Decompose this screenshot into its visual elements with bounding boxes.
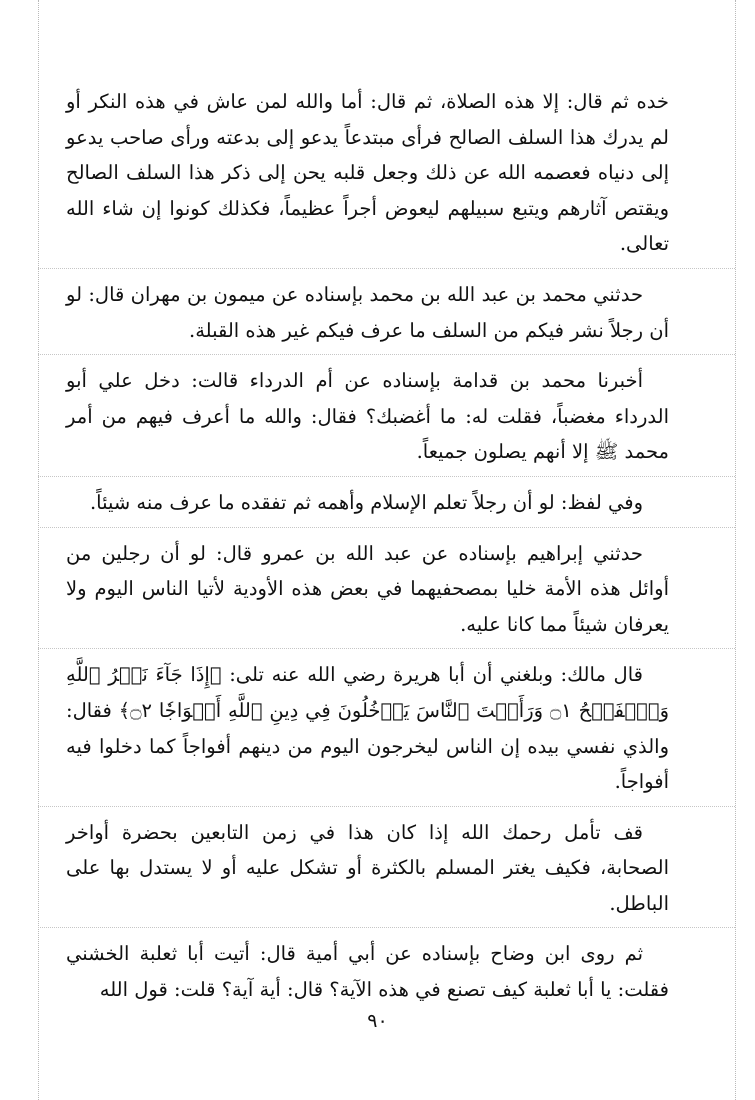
paragraph-5: حدثني إبراهيم بإسناده عن عبد الله بن عمرو قال: لو أن رجلين من أوائل هذه الأمة خليا بمصحفيهما في بعض هذه الأودية لأتيا الناس اليوم ولا يعرفان شيئاً مما كانا عليه. <box>66 536 669 643</box>
paragraph-4: وفي لفظ: لو أن رجلاً تعلم الإسلام وأهمه ثم تفقده ما عرف منه شيئاً. <box>66 485 669 521</box>
right-margin-guide <box>735 0 736 1100</box>
paragraph-1: خده ثم قال: إلا هذه الصلاة، ثم قال: أما والله لمن عاش في هذه النكر أو لم يدرك هذا السلف الصالح فرأى مبتدعاً يدعو إلى بدعته ورأى صاحب يدعو إلى دنياه فعصمه الله عن ذلك وجعل قلبه يحن إلى ذكر هذا السلف الصالح ويقتص آثارهم ويتبع سبيلهم ليعوض أجراً عظيماً، فكذلك كونوا إن شاء الله تعالى. <box>66 90 669 256</box>
paragraph-3: أخبرنا محمد بن قدامة بإسناده عن أم الدرداء قالت: دخل علي أبو الدرداء مغضباً، فقلت له: ما أغضبك؟ فقال: والله ما أعرف فيهم من أمر محمد ﷺ إلا أنهم يصلون جميعاً. <box>66 363 669 470</box>
paragraph-8: ثم روى ابن وضاح بإسناده عن أبي أمية قال: أتيت أبا ثعلبة الخشني فقلت: يا أبا ثعلبة كيف تصنع في هذه الآية؟ قال: أية آية؟ قلت: قول الله <box>66 936 669 1007</box>
paragraph-7: قف تأمل رحمك الله إذا كان هذا في زمن التابعين بحضرة أواخر الصحابة، فكيف يغتر المسلم بالكثرة أو تشكل عليه أو لا يستدل بها على الباطل. <box>66 815 669 922</box>
left-margin-guide <box>38 0 39 1100</box>
paragraph-2: حدثني محمد بن عبد الله بن محمد بإسناده عن ميمون بن مهران قال: لو أن رجلاً نشر فيكم من السلف ما عرف فيكم غير هذه القبلة. <box>66 277 669 348</box>
page-number: ٩٠ <box>367 1010 388 1032</box>
page-text-block <box>66 84 669 1023</box>
paragraph-6: قال مالك: وبلغني أن أبا هريرة رضي الله عنه تلى: ﴿إِذَا جَآءَ نَصۡرُ ٱللَّهِ وَٱلۡفَتۡحُ ۝١ وَرَأَيۡتَ ٱلنَّاسَ يَدۡخُلُونَ فِي دِينِ ٱللَّهِ أَفۡوَاجٗا ۝٢﴾ فقال: والذي نفسي بيده إن الناس ليخرجون اليوم من دينهم أفواجاً كما دخلوا فيه أفواجاً. <box>66 657 669 799</box>
